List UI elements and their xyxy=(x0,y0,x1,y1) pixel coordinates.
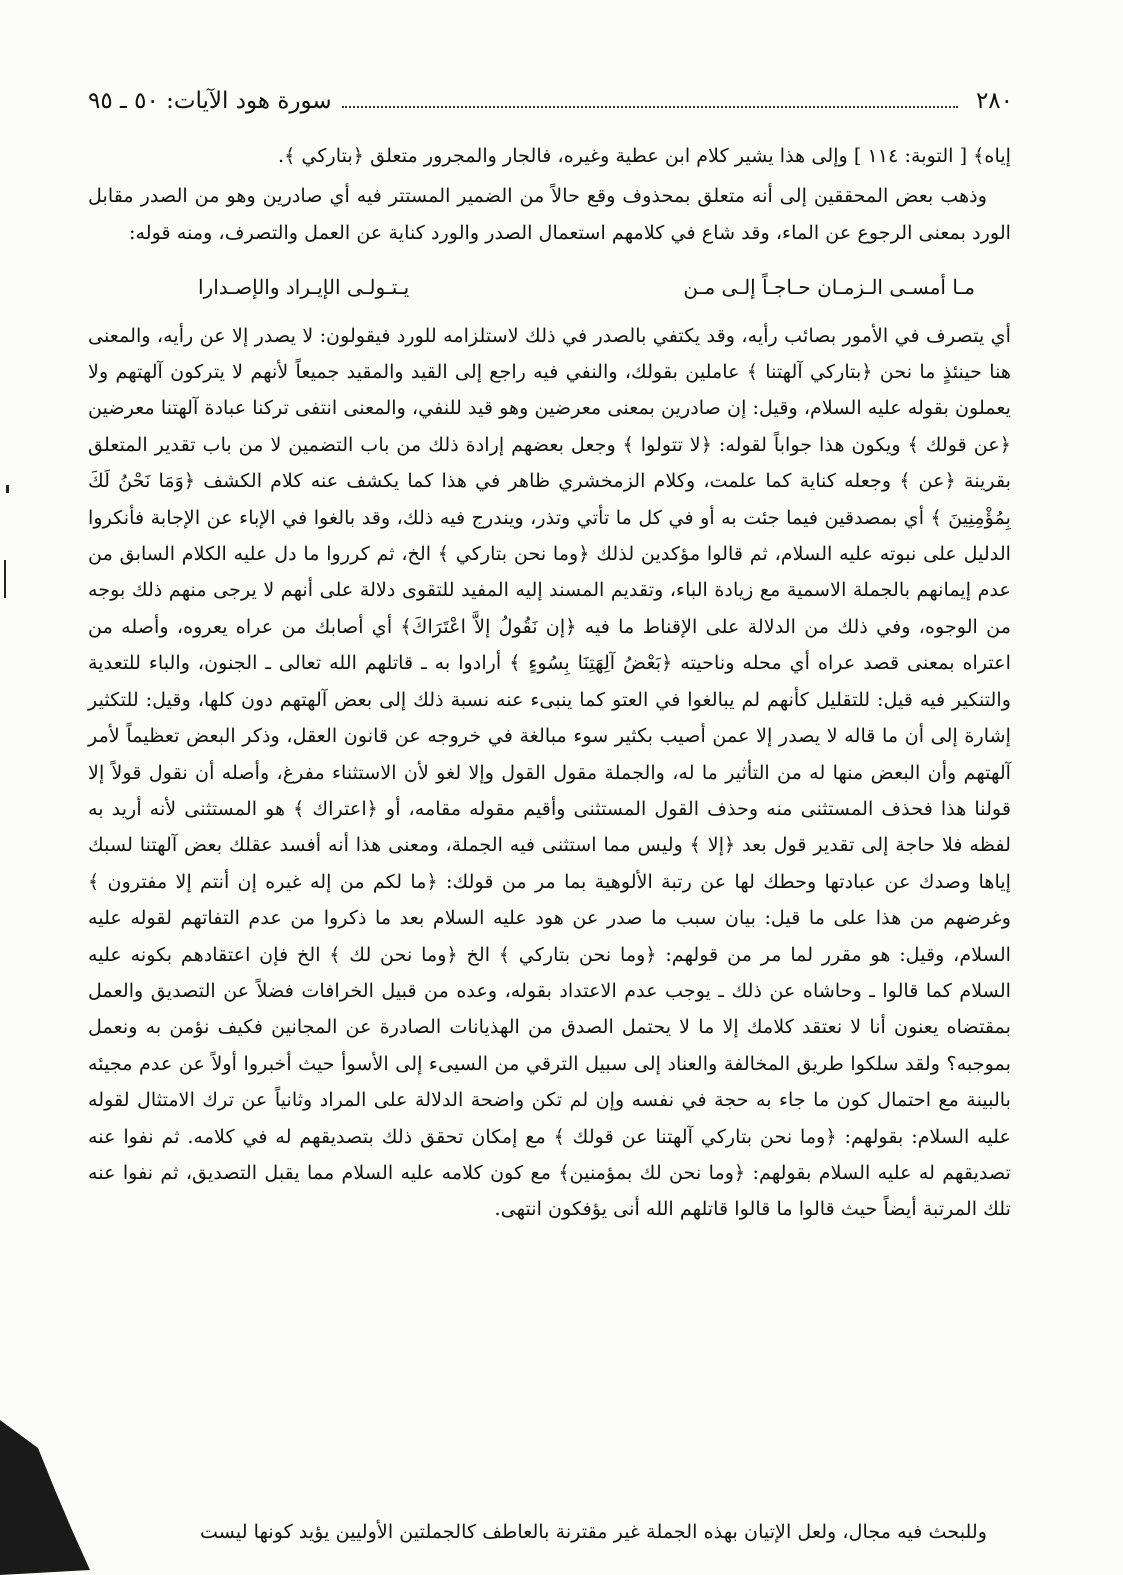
page-body xyxy=(88,138,1011,1228)
header-dotted-leader xyxy=(342,92,958,108)
verse-hemistich-2: يـتـولـى الإيـراد والإصـدارا xyxy=(198,275,410,300)
running-header xyxy=(88,88,1013,124)
scan-margin-mark xyxy=(6,485,9,493)
final-line: وللبحث فيه مجال، ولعل الإتيان بهذه الجملة غير مقترنة بالعاطف كالجملتين الأوليين يؤيد كونها ليست xyxy=(199,1520,987,1543)
paragraph-2: وذهب بعض المحققين إلى أنه متعلق بمحذوف وقع حالاً من الضمير المستتر فيه أي صادرين وهو من الصدر مقابل الورد بمعنى الرجوع عن الماء، وقد شاع في كلامهم استعمال الصدر والورد كناية عن العمل والتصرف، ومنه قوله: xyxy=(88,184,1011,244)
main-paragraph: أي يتصرف في الأمور بصائب رأيه، وقد يكتفي بالصدر في ذلك لاستلزامه للورد فيقولون: لا يصدر إلا عن رأيه، والمعنى هنا حينئذٍ ما نحن ﴿بتاركي آلهتنا ﴾ عاملين بقولك، والنفي فيه راجع إلى القيد والمقيد جميعاً لأنهم لا يتركون آلهتهم ولا يعملون بقوله عليه السلام، وقيل: إن صادرين بمعنى معرضين وهو قيد للنفي، والمعنى انتفى تركنا عبادة آلهتنا معرضين ﴿عن قولك ﴾ ويكون هذا جواباً لقوله: ﴿لا تتولوا ﴾ وجعل بعضهم إرادة ذلك من باب التضمين لا من باب تقدير المتعلق بقرينة ﴿عن ﴾ وجعله كناية كما علمت، وكلام الزمخشري ظاهر في هذا كما يكشف عنه كلام الكشف ﴿وَمَا نَحْنُ لَكَ بِمُؤْمِنِينَ ﴾ أي بمصدقين فيما جئت به أو في كل ما تأتي وتذر، ويندرج فيه ذلك، وقد بالغوا في الإباء عن الإجابة فأنكروا الدليل على نبوته عليه السلام، ثم قالوا مؤكدين لذلك ﴿وما نحن بتاركي ﴾ الخ، ثم كرروا ما دل عليه الكلام السابق من عدم إيمانهم بالجملة الاسمية مع زيادة الباء، وتقديم المسند إليه المفيد للتقوى دلالة على أنهم لا يرجى منهم ذلك بوجه من الوجوه، وفي ذلك من الدلالة على الإقناط ما فيه ﴿إن نَقُولُ إلاَّ اعْتَرَاكَ﴾ أي أصابك من عراه يعروه، وأصله من اعتراه بمعنى قصد عراه أي محله وناحيته ﴿بَعْضُ آلِهَتِنَا بِسُوءٍ ﴾ أرادوا به ـ قاتلهم الله تعالى ـ الجنون، والباء للتعدية والتنكير فيه قيل: للتقليل كأنهم لم يبالغوا في العتو كما ينبىء عنه نسبة ذلك إلى بعض آلهتهم دون كلها، وقيل: للتكثير إشارة إلى أن ما قاله لا يصدر إلا عمن أصيب بكثير سوء مبالغة في خروجه عن قانون العقل، وذكر البعض تعظيماً لأمر آلهتهم وأن البعض منها له من التأثير ما له، والجملة مقول القول وإلا لغو لأن الاستثناء مفرغ، وأصله أن نقول قولاً إلا قولنا هذا فحذف المستثنى منه وحذف القول المستثنى وأقيم مقوله مقامه، أو ﴿اعتراك ﴾ هو المستثنى لأنه أريد به لفظه فلا حاجة إلى تقدير قول بعد ﴿إلا ﴾ وليس مما استثنى فيه الجملة، ومعنى هذا أنه أفسد عقلك بعض آلهتنا لسبك إياها وصدك عن عبادتها وحطك لها عن رتبة الألوهية بما مر من قولك: ﴿ما لكم من إله غيره إن أنتم إلا مفترون ﴾ وغرضهم من هذا على ما قيل: بيان سبب ما صدر عن هود عليه السلام بعد ما ذكروا من عدم التفاتهم لقوله عليه السلام، وقيل: هو مقرر لما مر من قولهم: ﴿وما نحن بتاركي ﴾ الخ ﴿وما نحن لك ﴾ الخ فإن اعتقادهم بكونه عليه السلام كما قالوا ـ وحاشاه عن ذلك ـ يوجب عدم الاعتداد بقوله، وعده من قبيل الخرافات فضلاً عن التصديق والعمل بمقتضاه يعنون أنا لا نعتقد كلامك إلا ما لا يحتمل الصدق من الهذيانات الصادرة عن المجانين فكيف نؤمن به ونعمل بموجبه؟ ولقد سلكوا طريق المخالفة والعناد إلى سبيل الترقي من السيىء إلى الأسوأ حيث أخبروا أولاً عن عدم مجيئه بالبينة مع احتمال كون ما جاء به حجة في نفسه وإن لم تكن واضحة الدلالة على المراد وثانياً عن ترك الامتثال لقوله عليه السلام: بقولهم: ﴿وما نحن بتاركي آلهتنا عن قولك ﴾ مع إمكان تحقق ذلك بتصديقهم له في كلامه. ثم نفوا عنه تصديقهم له عليه السلام بقولهم: ﴿وما نحن لك بمؤمنين﴾ مع كون كلامه عليه السلام مما يقبل التصديق، ثم نفوا عنه تلك المرتبة أيضاً حيث قالوا ما قالوا قاتلهم الله أنى يؤفكون انتهى. xyxy=(88,323,1012,1221)
scan-margin-mark xyxy=(4,560,6,598)
running-title: سورة هود الآيات: ٥٠ ـ ٩٥ xyxy=(88,88,332,114)
poetry-verse xyxy=(198,269,975,305)
page-number: ٢٨٠ xyxy=(975,88,1013,114)
paragraph-1: إياه﴾ [ التوبة: ١١٤ ] وإلى هذا يشير كلام ابن عطية وغيره، فالجار والمجرور متعلق ﴿بتاركي ﴾. xyxy=(277,144,1011,167)
verse-hemistich-1: مـا أمسـى الـزمـان حـاجـاً إلـى مـن xyxy=(683,275,975,300)
scan-binding-shadow xyxy=(0,1420,120,1575)
